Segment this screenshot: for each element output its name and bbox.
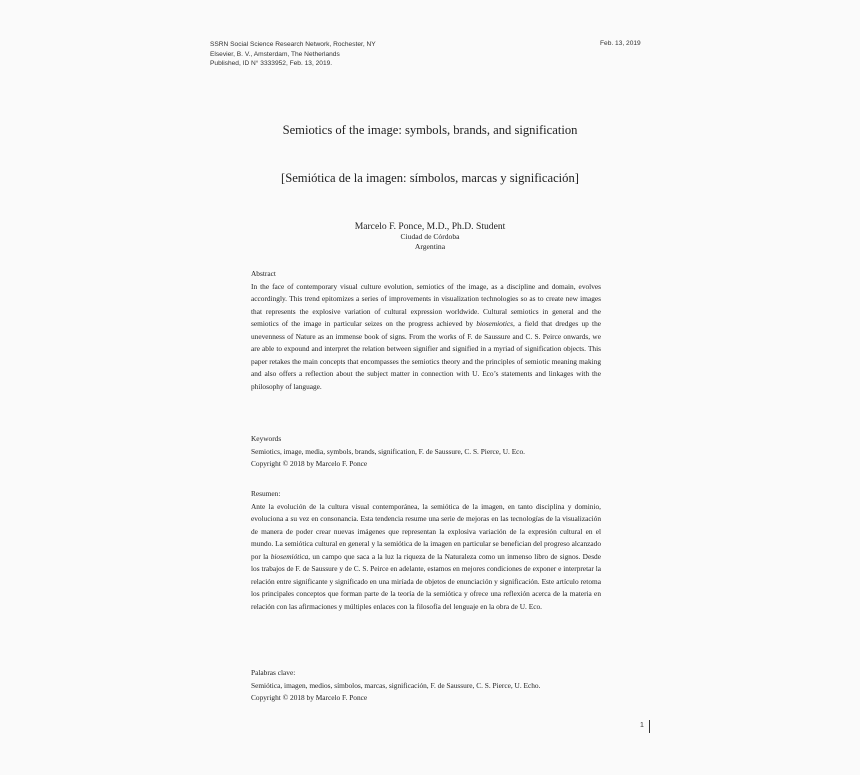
palabras-clave-section <box>251 667 601 705</box>
header-line: SSRN Social Science Research Network, Rochester, NY <box>210 41 376 48</box>
resumen-text-part: , un campo que saca a la luz la riqueza de la Naturaleza como un inmenso libro de signos. Desde los trabajos de F. de Saussure y de C. S. Peirce en adelante, estamos en mejores condiciones de exponer e interpretar la relación entre significante y significado en una miríada de objetos de enunciación y significación. Este artículo retoma los principales conceptos que forman parte de la teoría de la semiótica y ofrece una reflexión acerca de la materia en relación con las afirmaciones y múltiples enlaces con la filosofía del lenguaje en la obra de U. Eco. <box>251 551 601 611</box>
resumen-text <box>251 501 601 614</box>
keywords-text: Semiotics, image, media, symbols, brands, signification, F. de Saussure, C. S. Pierce, U. Eco. <box>251 446 525 456</box>
copyright-notice: Copyright © 2018 by Marcelo F. Ponce <box>251 693 368 702</box>
abstract-text <box>251 281 601 394</box>
abstract-text-part: In the face of contemporary visual culture evolution, semiotics of the image, as a discipline and domain, evolves accordingly. This trend epitomizes a series of improvements in visualization technologies so as to create new images that represents the explosive variation of cultural expression worldwide. Cultural semiotics in general and the semiotics of the image in particular seizes on the progress achieved by <box>251 281 601 328</box>
author-country: Argentina <box>414 242 446 251</box>
keywords-heading: Keywords <box>251 434 282 443</box>
resumen-text-part: Ante la evolución de la cultura visual contemporánea, la semiótica de la imagen, en tanto disciplina y dominio, evoluciona a su vez en consonancia. Esta tendencia resume una serie de mejoras en las tecnologías de la visualización de manera de poder crear nuevas imágenes que representan la explosiva variación de la expresión cultural en el mundo. La semiótica cultural en general y la semiótica de la imagen en particular se benefician del progreso alcanzado por la <box>251 501 601 561</box>
abstract-text-part: , a field that dredges up the unevenness of Nature as an immense book of signs. From the works of F. de Saussure and C. S. Peirce onwards, we are able to expound and interpret the relation between signifier and signified in a myriad of signification objects. This paper retakes the main concepts that encompasses the semiotics theory and the principles of semiotic meaning making and also offers a reflection about the subject matter in connection with U. Eco’s statements and linkages with the philosophy of language. <box>251 319 602 391</box>
resumen-heading: Resumen: <box>251 489 281 498</box>
palabras-clave-heading: Palabras clave: <box>251 668 296 677</box>
abstract-section <box>251 268 601 393</box>
author-city: Ciudad de Córdoba <box>400 232 460 241</box>
abstract-text-emphasis: biosemiotics <box>476 319 514 328</box>
page-number-divider <box>649 720 650 733</box>
author-block <box>0 221 860 252</box>
header-line: Published, ID N° 3333952, Feb. 13, 2019. <box>210 60 333 68</box>
copyright-notice: Copyright © 2018 by Marcelo F. Ponce <box>251 459 368 468</box>
abstract-heading: Abstract <box>251 269 276 278</box>
author-name: Marcelo F. Ponce, M.D., Ph.D. Student <box>354 221 506 232</box>
paper-title-spanish: [Semiótica de la imagen: símbolos, marcas y significación] <box>281 171 579 185</box>
page-number: 1 <box>640 722 644 729</box>
paper-title: Semiotics of the image: symbols, brands, and signification <box>282 123 578 137</box>
publication-header <box>210 40 376 69</box>
resumen-section <box>251 488 601 613</box>
keywords-section <box>251 433 601 471</box>
header-line: Elsevier, B. V., Amsterdam, The Netherlands <box>210 50 340 58</box>
header-date: Feb. 13, 2019 <box>600 40 641 47</box>
resumen-text-emphasis: biosemiótica <box>270 551 309 561</box>
palabras-clave-text: Semiótica, imagen, medios, símbolos, marcas, significación, F. de Saussure, C. S. Pierce, U. Echo. <box>251 680 541 690</box>
